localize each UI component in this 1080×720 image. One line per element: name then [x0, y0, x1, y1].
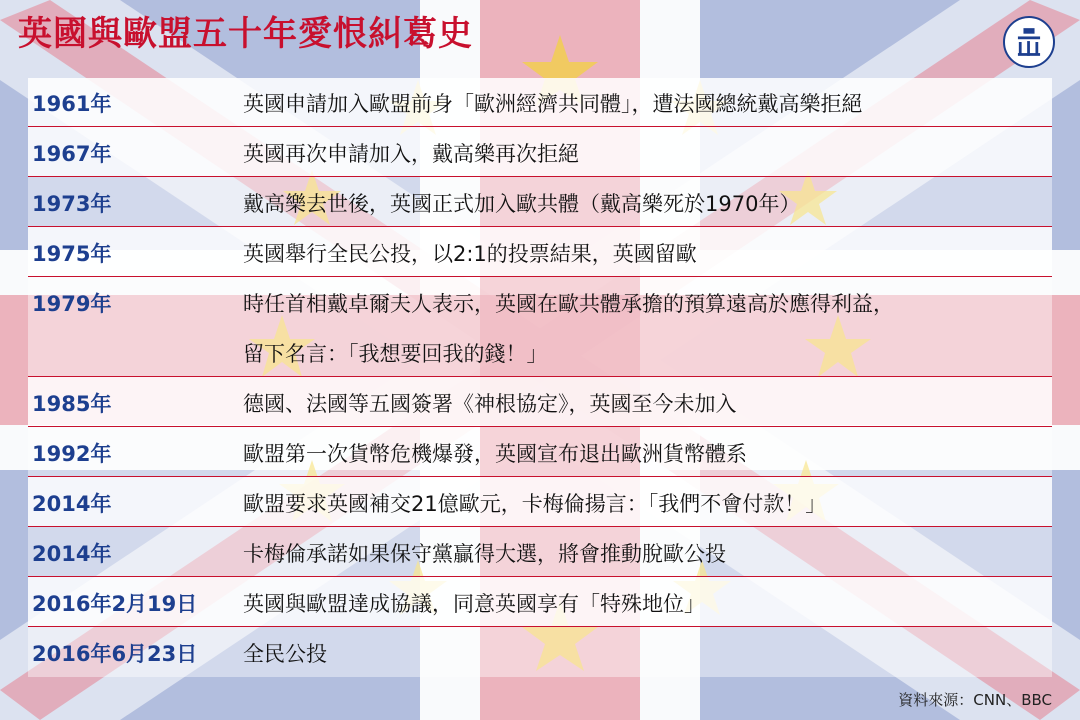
timeline-event — [243, 238, 1052, 268]
timeline-date: 1961年 — [32, 92, 112, 116]
timeline-event — [243, 588, 1052, 618]
brand-logo-icon — [1005, 18, 1053, 66]
timeline-event-text: 時任首相戴卓爾夫人表示，英國在歐共體承擔的預算遠高於應得利益， — [243, 292, 894, 316]
timeline-event-text: 英國與歐盟達成協議，同意英國享有「特殊地位」 — [243, 592, 705, 616]
timeline-date: 2016年2月19日 — [32, 592, 198, 616]
timeline-date: 1985年 — [32, 392, 112, 416]
timeline-event — [243, 138, 1052, 168]
timeline-table — [28, 78, 1052, 677]
timeline-event-text: 德國、法國等五國簽署《神根協定》，英國至今未加入 — [243, 392, 737, 416]
timeline-event-text: 戴高樂去世後，英國正式加入歐共體（戴高樂死於1970年） — [243, 192, 801, 216]
timeline-row — [28, 78, 1052, 127]
timeline-row — [28, 177, 1052, 227]
timeline-date: 1992年 — [32, 442, 112, 466]
timeline-event-text: 留下名言：「我想要回我的錢！」 — [243, 342, 548, 366]
timeline-event — [243, 288, 1052, 368]
timeline-event — [243, 188, 1052, 218]
timeline-event-text: 全民公投 — [243, 642, 327, 666]
timeline-row — [28, 527, 1052, 577]
timeline-row — [28, 277, 1052, 377]
timeline-event — [243, 438, 1052, 468]
timeline-date: 2016年6月23日 — [32, 642, 198, 666]
timeline-event-text: 英國舉行全民公投，以2:1的投票結果，英國留歐 — [243, 242, 697, 266]
timeline-date: 1979年 — [32, 292, 112, 316]
timeline-event — [243, 388, 1052, 418]
timeline-date: 1967年 — [32, 142, 112, 166]
timeline-row — [28, 477, 1052, 527]
timeline-row — [28, 627, 1052, 677]
brand-logo — [1003, 16, 1055, 68]
timeline-row — [28, 127, 1052, 177]
timeline-date: 2014年 — [32, 492, 112, 516]
timeline-date: 2014年 — [32, 542, 112, 566]
timeline-event — [243, 488, 1052, 518]
timeline-date: 1975年 — [32, 242, 112, 266]
timeline-row — [28, 227, 1052, 277]
timeline-row — [28, 377, 1052, 427]
timeline-event — [243, 538, 1052, 568]
timeline-row — [28, 427, 1052, 477]
source-note: 資料來源：CNN、BBC — [898, 691, 1052, 709]
timeline-event-text: 歐盟要求英國補交21億歐元，卡梅倫揚言：「我們不會付款！」 — [243, 492, 827, 516]
timeline-event-text: 歐盟第一次貨幣危機爆發，英國宣布退出歐洲貨幣體系 — [243, 442, 747, 466]
timeline-event — [243, 638, 1052, 668]
timeline-row — [28, 577, 1052, 627]
timeline-date: 1973年 — [32, 192, 112, 216]
timeline-event-text: 英國申請加入歐盟前身「歐洲經濟共同體」，遭法國總統戴高樂拒絕 — [243, 92, 863, 116]
timeline-event-text: 卡梅倫承諾如果保守黨贏得大選，將會推動脫歐公投 — [243, 542, 726, 566]
page-title: 英國與歐盟五十年愛恨糾葛史 — [18, 14, 473, 54]
timeline-event-text: 英國再次申請加入，戴高樂再次拒絕 — [243, 142, 579, 166]
timeline-event — [243, 88, 1052, 118]
